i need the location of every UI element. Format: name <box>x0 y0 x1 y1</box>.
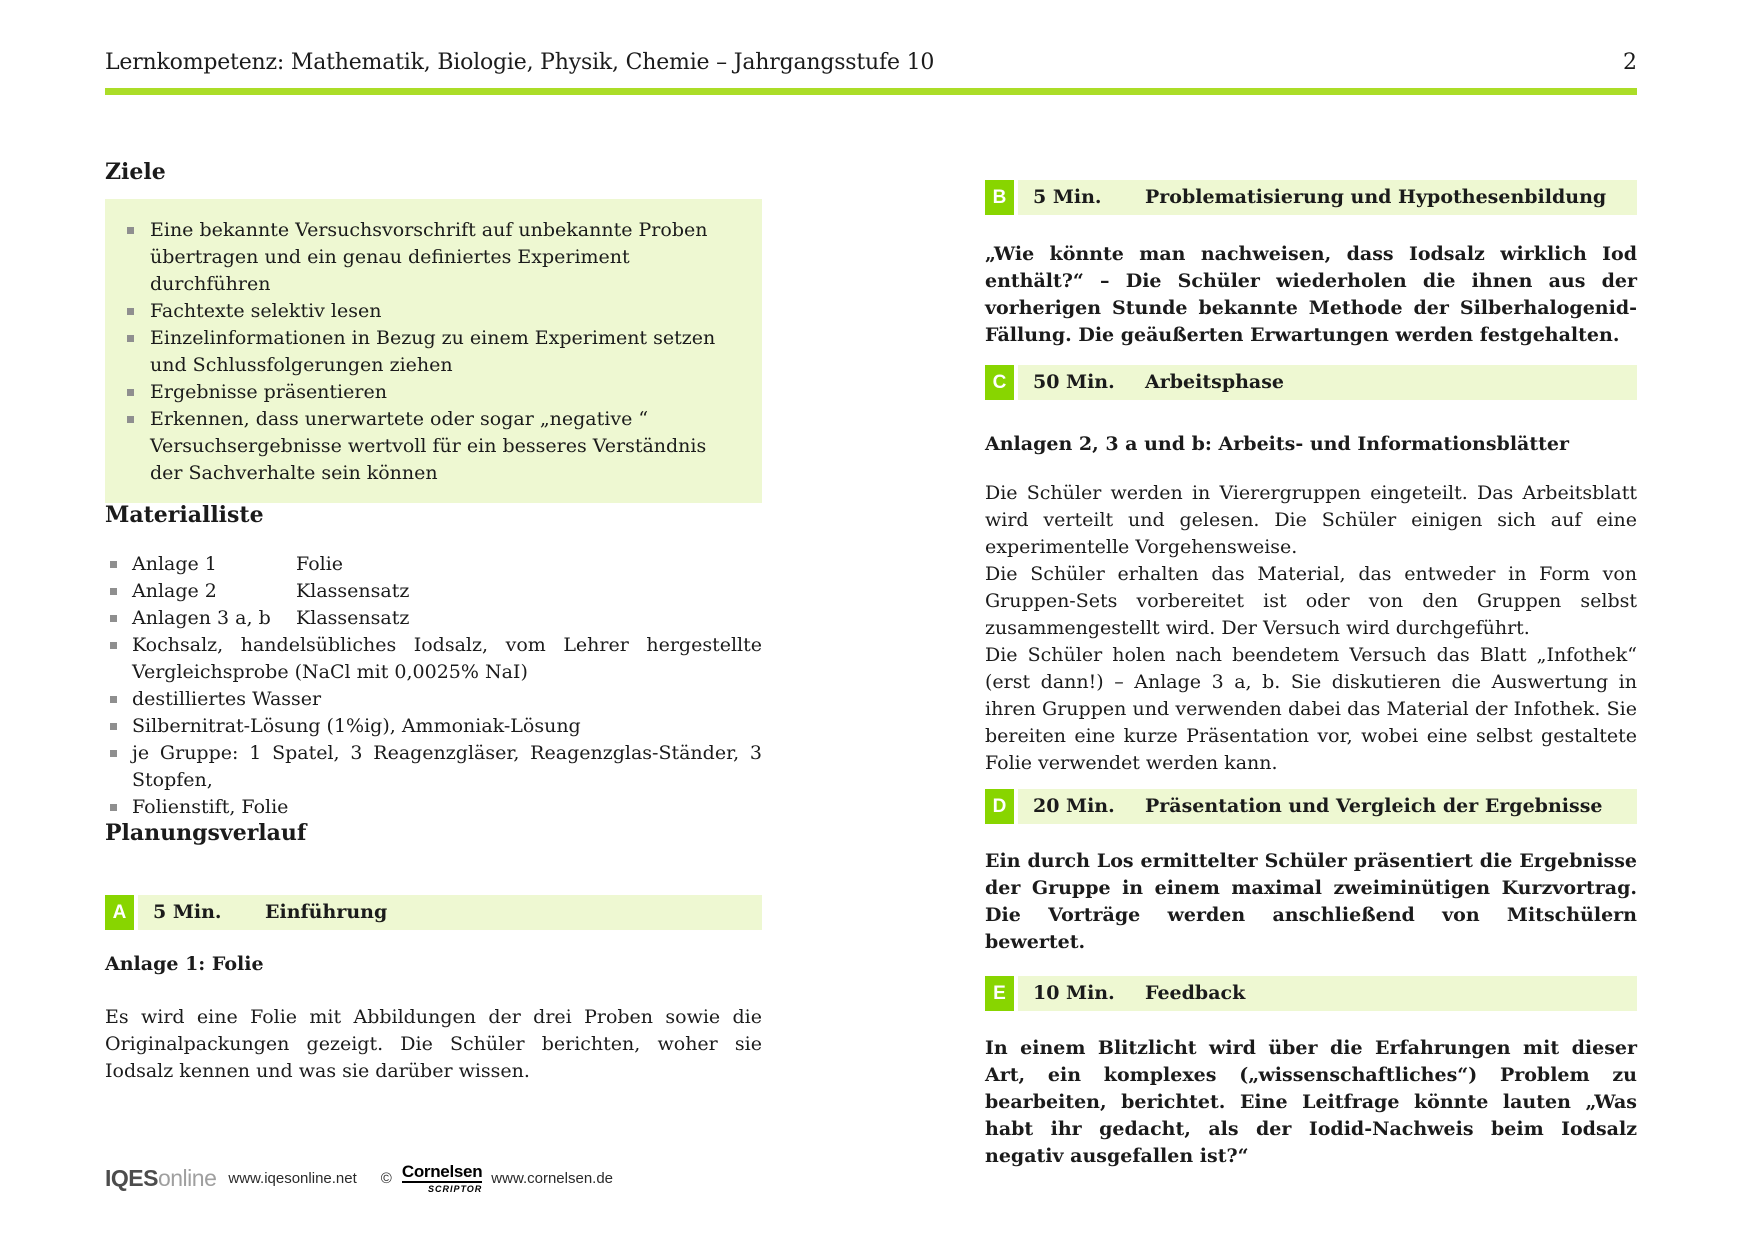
phase-d-title: Präsentation und Vergleich der Ergebnisse <box>1145 789 1637 824</box>
material-item-text: destilliertes Wasser <box>132 688 322 710</box>
material-label: Anlagen 3 a, b <box>132 607 271 629</box>
material-value: Klassensatz <box>296 580 410 602</box>
bullet-square-icon <box>127 335 134 342</box>
bullet-square-icon <box>127 416 134 423</box>
ziele-panel <box>105 199 762 503</box>
bullet-square-icon <box>110 561 117 568</box>
cornelsen-logo-text: Cornelsen <box>401 1161 483 1181</box>
phase-c-badge: C <box>985 365 1014 400</box>
material-item <box>105 740 762 794</box>
phase-a-badge: A <box>105 895 134 930</box>
page-footer <box>105 1158 613 1198</box>
phase-e-body: In einem Blitzlicht wird über die Erfahrungen mit dieser Art, ein komplexes („wissenschaftliches“) Problem zu bearbeiten, berichtet. Eine Leitfrage könnte lauten „Was habt ihr gedacht, als der Iodid-Nachweis beim Iodsalz negativ ausgefallen ist?“ <box>985 1037 1637 1167</box>
phase-a-body: Es wird eine Folie mit Abbildungen der drei Proben sowie die Originalpackungen gezeigt. Die Schüler berichten, woher sie Iodsalz kennen und was sie darüber wissen. <box>105 1006 762 1082</box>
iqes-logo-text-light: online <box>157 1164 217 1191</box>
ziele-item-text: Ergebnisse präsentieren <box>150 381 387 403</box>
material-label: Anlage 1 <box>132 553 217 575</box>
material-item <box>105 686 762 713</box>
bullet-square-icon <box>127 389 134 396</box>
phase-d-badge: D <box>985 789 1014 824</box>
planungsverlauf-heading: Planungsverlauf <box>105 820 307 846</box>
materialliste-heading: Materialliste <box>105 502 264 528</box>
material-item-text: Kochsalz, handelsübliches Iodsalz, vom Lehrer hergestellte Vergleichsprobe (NaCl mit 0,0025% NaI) <box>132 634 762 683</box>
phase-a-title: Einführung <box>265 895 762 930</box>
material-item <box>105 794 762 821</box>
ziele-item <box>120 406 744 487</box>
ziele-item-text: Erkennen, dass unerwartete oder sogar „negative “ Versuchsergebnisse wertvoll für ein besseres Verständnis der Sachverhalte sein können <box>150 408 707 484</box>
ziele-item-text: Eine bekannte Versuchsvorschrift auf unbekannte Proben übertragen und ein genau definiertes Experiment durchführen <box>150 219 708 295</box>
ziele-list <box>120 217 744 487</box>
material-item <box>105 713 762 740</box>
phase-e-badge: E <box>985 976 1014 1011</box>
bullet-square-icon <box>127 227 134 234</box>
phase-a-duration: 5 Min. <box>138 895 265 930</box>
phase-c-duration: 50 Min. <box>1018 365 1145 400</box>
header-divider-rule <box>105 88 1637 95</box>
ziele-heading: Ziele <box>105 159 166 185</box>
ziele-item-text: Einzelinformationen in Bezug zu einem Experiment setzen und Schlussfolgerungen ziehen <box>150 327 716 376</box>
phase-d-duration: 20 Min. <box>1018 789 1145 824</box>
phase-b-body: „Wie könnte man nachweisen, dass Iodsalz wirklich Iod enthält?“ – Die Schüler wiederholen die ihnen aus der vorherigen Stunde bekannte Methode der Silberhalogenid-Fällung. Die geäußerten Erwartungen werden festgehalten. <box>985 243 1637 346</box>
material-row <box>105 605 762 632</box>
phase-d-body: Ein durch Los ermittelter Schüler präsentiert die Ergebnisse der Gruppe in einem maximal zweiminütigen Kurzvortrag. Die Vorträge werden anschließend von Mitschülern bewertet. <box>985 850 1637 953</box>
ziele-item <box>120 325 744 379</box>
phase-b-header <box>985 180 1637 215</box>
scriptor-logo-text: SCRIPTOR <box>427 1183 483 1194</box>
phase-b-title: Problematisierung und Hypothesenbildung <box>1145 180 1637 215</box>
bullet-square-icon <box>110 750 117 757</box>
ziele-item <box>120 298 744 325</box>
ziele-item <box>120 217 744 298</box>
phase-d-header <box>985 789 1637 824</box>
material-list <box>105 551 762 821</box>
right-column <box>985 160 1637 1170</box>
ziele-item <box>120 379 744 406</box>
page-title: Lernkompetenz: Mathematik, Biologie, Physik, Chemie – Jahrgangsstufe 10 <box>105 50 935 75</box>
bullet-square-icon <box>110 696 117 703</box>
bullet-square-icon <box>127 308 134 315</box>
bullet-square-icon <box>110 588 117 595</box>
material-item <box>105 632 762 686</box>
iqes-url: www.iqesonline.net <box>228 1169 357 1187</box>
copyright-symbol: © <box>380 1169 392 1187</box>
material-item-text: Silbernitrat-Lösung (1%ig), Ammoniak-Lösung <box>132 715 581 737</box>
phase-e-header <box>985 976 1637 1011</box>
material-item-text: Folienstift, Folie <box>132 796 289 818</box>
phase-e-duration: 10 Min. <box>1018 976 1145 1011</box>
material-value: Klassensatz <box>296 607 410 629</box>
bullet-square-icon <box>110 642 117 649</box>
bullet-square-icon <box>110 804 117 811</box>
material-value: Folie <box>296 553 344 575</box>
iqes-logo-text: IQES <box>105 1164 158 1191</box>
phase-a-subheading: Anlage 1: Folie <box>105 953 264 975</box>
phase-a-header <box>105 895 762 930</box>
phase-c-paragraph: Die Schüler werden in Vierergruppen eingeteilt. Das Arbeitsblatt wird verteilt und gelesen. Die Schüler einigen sich auf eine experimentelle Vorgehensweise. <box>985 482 1637 558</box>
bullet-square-icon <box>110 723 117 730</box>
iqes-online-logo <box>105 1165 216 1192</box>
phase-c-paragraph: Die Schüler holen nach beendetem Versuch das Blatt „Infothek“ (erst dann!) – Anlage 3 a, b. Sie diskutieren die Auswertung in ihren Gruppen und verwenden dabei das Material der Infothek. Sie bereiten eine kurze Präsentation vor, wobei eine selbst gestaltete Folie verwendet werden kann. <box>985 644 1637 774</box>
bullet-square-icon <box>110 615 117 622</box>
phase-e-title: Feedback <box>1145 976 1637 1011</box>
ziele-item-text: Fachtexte selektiv lesen <box>150 300 382 322</box>
phase-b-duration: 5 Min. <box>1018 180 1145 215</box>
material-row <box>105 551 762 578</box>
phase-c-body <box>985 480 1637 777</box>
phase-c-title: Arbeitsphase <box>1145 365 1637 400</box>
material-row <box>105 578 762 605</box>
material-label: Anlage 2 <box>132 580 217 602</box>
cornelsen-url: www.cornelsen.de <box>491 1169 614 1187</box>
phase-b-badge: B <box>985 180 1014 215</box>
phase-c-paragraph: Die Schüler erhalten das Material, das entweder in Form von Gruppen-Sets vorbereitet ist oder von den Gruppen selbst zusammengestellt wird. Der Versuch wird durchgeführt. <box>985 563 1637 639</box>
phase-c-subheading: Anlagen 2, 3 a und b: Arbeits- und Informationsblätter <box>985 433 1569 455</box>
phase-c-header <box>985 365 1637 400</box>
cornelsen-scriptor-logo <box>402 1163 482 1194</box>
material-item-text: je Gruppe: 1 Spatel, 3 Reagenzgläser, Reagenzglas-Ständer, 3 Stopfen, <box>132 742 762 791</box>
left-column <box>105 160 762 1085</box>
page-number: 2 <box>1623 50 1637 75</box>
